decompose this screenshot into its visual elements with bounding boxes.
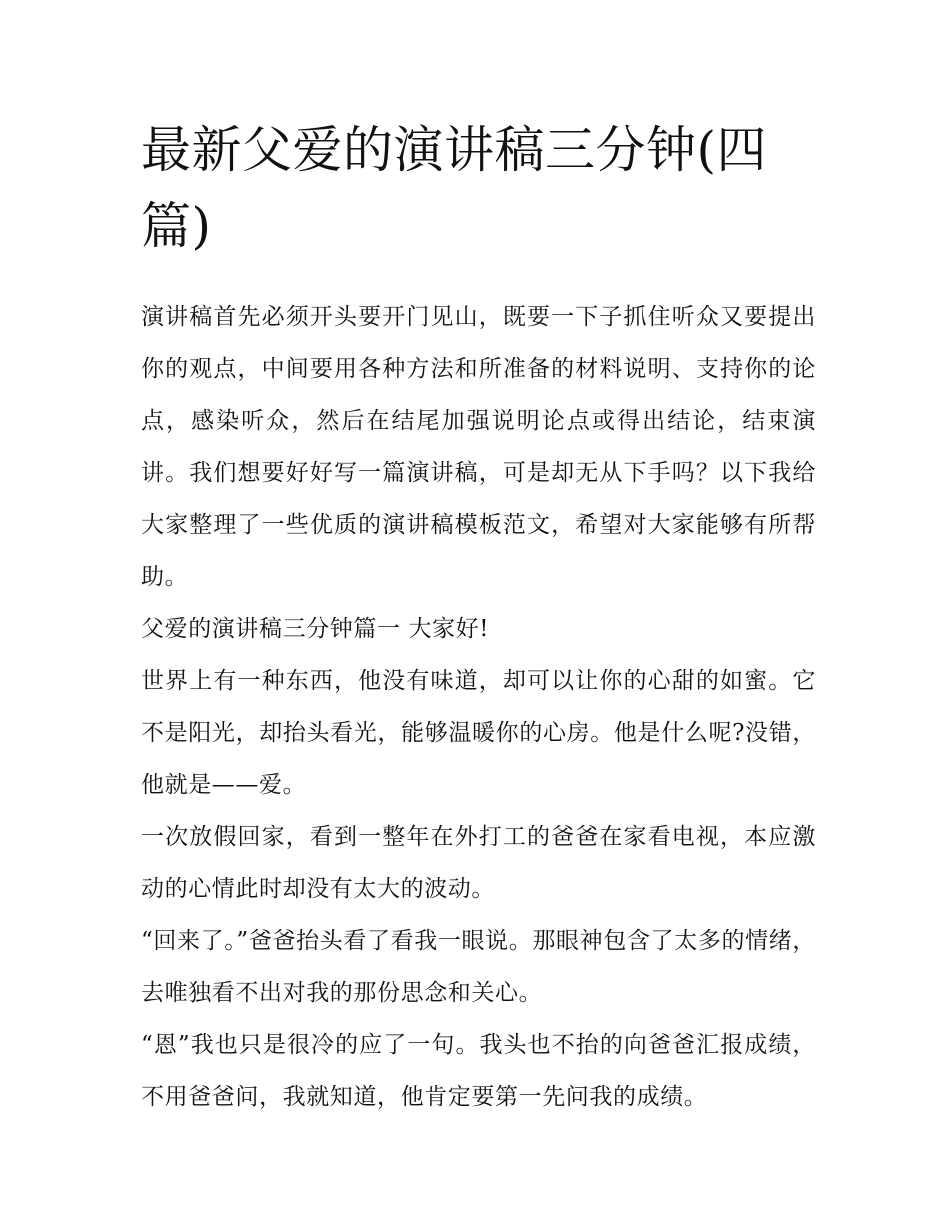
paragraph-intro: 演讲稿首先必须开头要开门见山，既要一下子抓住听众又要提出你的观点，中间要用各种方法和所准备的材料说明、支持你的论点，感染听众，然后在结尾加强说明论点或得出结论，结束演讲。我们想要好好写一篇演讲稿，可是却无从下手吗？以下我给大家整理了一些优质的演讲稿模板范文，希望对大家能够有所帮助。: [141, 304, 816, 590]
document-title: 最新父爱的演讲稿三分钟(四篇): [141, 121, 768, 255]
paragraph-section-heading: 父爱的演讲稿三分钟篇一 大家好!: [141, 616, 490, 642]
paragraph: “回来了。”爸爸抬头看了看我一眼说。那眼神包含了太多的情绪，去唯独看不出对我的那份思念和关心。: [141, 928, 816, 1006]
document-content: [141, 112, 816, 1123]
paragraph: 世界上有一种东西，他没有味道，却可以让你的心甜的如蜜。它不是阳光，却抬头看光，能够温暖你的心房。他是什么呢?没错，他就是——爱。: [141, 668, 816, 798]
document-body: [141, 291, 816, 1123]
paragraph: 一次放假回家，看到一整年在外打工的爸爸在家看电视，本应激动的心情此时却没有太大的波动。: [141, 824, 816, 902]
paragraph: “恩”我也只是很冷的应了一句。我头也不抬的向爸爸汇报成绩，不用爸爸问，我就知道，他肯定要第一先问我的成绩。: [141, 1032, 816, 1110]
